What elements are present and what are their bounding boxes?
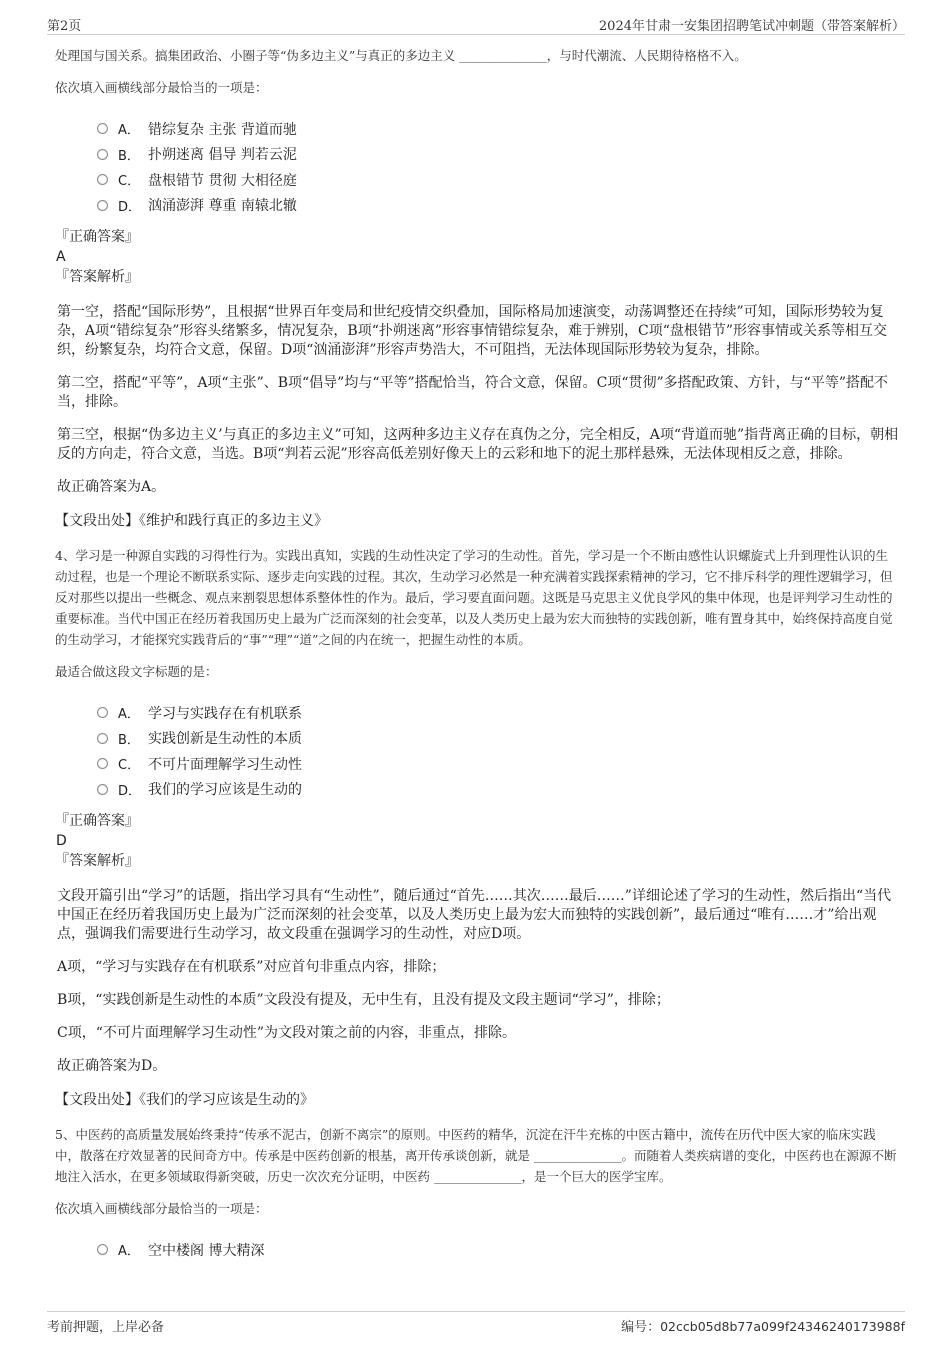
- option-list: [97, 700, 900, 802]
- option-c[interactable]: C． 不可片面理解学习生动性: [97, 751, 900, 777]
- radio-button-icon[interactable]: [97, 784, 108, 795]
- analysis-label: 『答案解析』: [55, 269, 139, 285]
- option-b[interactable]: B． 实践创新是生动性的本质: [97, 726, 900, 752]
- analysis-paragraph: C项，“不可片面理解学习生动性”为文段对策之前的内容，非重点，排除。: [57, 1025, 517, 1041]
- radio-button-icon[interactable]: [97, 174, 108, 185]
- analysis-paragraph: 文段开篇引出“学习”的话题，指出学习具有“生动性”，随后通过“首先……其次……最后……”详细论述了学习的生动性，然后指出“当代中国正在经历着我国历史上最为广泛而深刻的社会变革，以及人类历史上最为宏大而独特的实践创新”，最后通过“唯有……才”给出观点，强调我们需要进行生动学习，故文段重在强调学习的生动性，对应D项。: [57, 888, 892, 942]
- radio-button-icon[interactable]: [97, 707, 108, 718]
- question-4: [55, 545, 900, 1110]
- radio-button-icon[interactable]: [97, 1244, 108, 1255]
- page-header: [47, 13, 905, 35]
- analysis-conclusion: 故正确答案为A。: [57, 479, 166, 495]
- passage-source: 【文段出处】《我们的学习应该是生动的》: [55, 1092, 314, 1108]
- analysis-conclusion: 故正确答案为D。: [57, 1058, 167, 1074]
- correct-answer: D: [56, 833, 67, 849]
- radio-button-icon[interactable]: [97, 149, 108, 160]
- analysis-paragraph: 第三空，根据“伪多边主义’与真正的多边主义”可知，这两种多边主义存在真伪之分，完全相反，A项“背道而驰”指背离正确的目标，朝相反的方向走，符合文意，当选。B项“判若云泥”形容高低差别好像天上的云彩和地下的泥土那样悬殊，无法体现相反之意，排除。: [57, 427, 899, 462]
- question-stem: 4、学习是一种源自实践的习得性行为。实践出真知，实践的生动性决定了学习的生动性。首先，学习是一个不断由感性认识螺旋式上升到理性认识的生动过程，也是一个理论不断联系实际、逐步走向实践的过程。其次，生动学习必然是一种充满着实践探索精神的学习，它不排斥科学的理性逻辑学习，但反对那些以提出一些概念、观点来割裂思想体系整体性的作为。最后，学习要直面问题。这既是马克思主义优良学风的集中体现，也是评判学习生动性的重要标准。当代中国正在经历着我国历史上最为广泛而深刻的社会变革，以及人类历史上最为宏大而独特的实践创新，唯有置身其中，始终保持高度自觉的生动学习，才能探究实践背后的“事”“理”“道”之间的内在统一，把握生动性的本质。: [55, 548, 893, 647]
- option-d[interactable]: D． 我们的学习应该是生动的: [97, 777, 900, 803]
- question-5: [55, 1124, 900, 1263]
- option-list: [97, 116, 900, 218]
- question-prompt: 最适合做这段文字标题的是：: [55, 664, 218, 679]
- page-number: 第2页: [47, 19, 82, 34]
- radio-button-icon[interactable]: [97, 733, 108, 744]
- option-a[interactable]: A． 错综复杂 主张 背道而驰: [97, 116, 900, 142]
- analysis-paragraph: 第二空，搭配“平等”，A项“主张”、B项“倡导”均与“平等”搭配恰当，符合文意，保留。C项“贯彻”多搭配政策、方针，与“平等”搭配不当，排除。: [57, 375, 888, 410]
- question-stem: 5、中医药的高质量发展始终秉持“传承不泥古，创新不离宗”的原则。中医药的精华，沉淀在汗牛充栋的中医古籍中，流传在历代中医大家的临床实践中，散落在疗效显著的民间奇方中。传承是中医药创新的根基，离开传承谈创新，就是 ______________。而随着人类疾病谱的变化，中医药也在源源不断地注入活水，在更多领域取得新突破，历史一次次充分证明，中医药 ______________，是一个巨大的医学宝库。: [55, 1127, 897, 1184]
- analysis-paragraph: 第一空，搭配“国际形势”，且根据“世界百年变局和世纪疫情交织叠加，国际格局加速演变，动荡调整还在持续”可知，国际形势较为复杂，A项“错综复杂”形容头绪繁多，情况复杂，B项“扑朔迷离”形容事情错综复杂，难于辨别，C项“盘根错节”形容事情或关系等相互交织，纷繁复杂，均符合文意，保留。D项“汹涌澎湃”形容声势浩大，不可阻挡，无法体现国际形势较为复杂，排除。: [57, 304, 888, 358]
- question-stem: 处理国与国关系。搞集团政治、小圈子等“伪多边主义”与真正的多边主义 ______________，与时代潮流、人民期待格格不入。: [55, 48, 747, 63]
- option-d[interactable]: D． 汹涌澎湃 尊重 南辕北辙: [97, 193, 900, 219]
- question-prompt: 依次填入画横线部分最恰当的一项是：: [55, 1201, 268, 1216]
- footer-slogan: 考前押题，上岸必备: [47, 1320, 165, 1335]
- option-a[interactable]: A． 学习与实践存在有机联系: [97, 700, 900, 726]
- question-3: [55, 45, 900, 531]
- radio-button-icon[interactable]: [97, 123, 108, 134]
- option-c[interactable]: C． 盘根错节 贯彻 大相径庭: [97, 167, 900, 193]
- passage-source: 【文段出处】《维护和践行真正的多边主义》: [55, 513, 328, 529]
- answer-label: 『正确答案』: [55, 229, 139, 245]
- correct-answer: A: [56, 249, 66, 265]
- page-footer: [47, 1311, 905, 1335]
- answer-label: 『正确答案』: [55, 813, 139, 829]
- option-a[interactable]: A． 空中楼阁 博大精深: [97, 1237, 900, 1263]
- document-title: 2024年甘肃一安集团招聘笔试冲刺题（带答案解析）: [598, 19, 905, 34]
- document-code-label: 编号：: [621, 1320, 661, 1335]
- option-b[interactable]: B． 扑朔迷离 倡导 判若云泥: [97, 142, 900, 168]
- option-list: [97, 1237, 900, 1263]
- analysis-label: 『答案解析』: [55, 853, 139, 869]
- document-code: [621, 1316, 905, 1335]
- radio-button-icon[interactable]: [97, 200, 108, 211]
- question-prompt: 依次填入画横线部分最恰当的一项是：: [55, 80, 268, 95]
- analysis-paragraph: A项，“学习与实践存在有机联系”对应首句非重点内容，排除；: [57, 959, 446, 975]
- document-content: [55, 45, 900, 1263]
- analysis-paragraph: B项，“实践创新是生动性的本质”文段没有提及，无中生有，且没有提及文段主题词“学习”，排除；: [57, 992, 670, 1008]
- document-code-value: 02ccb05d8b77a099f24346240173988f: [660, 1319, 905, 1334]
- radio-button-icon[interactable]: [97, 758, 108, 769]
